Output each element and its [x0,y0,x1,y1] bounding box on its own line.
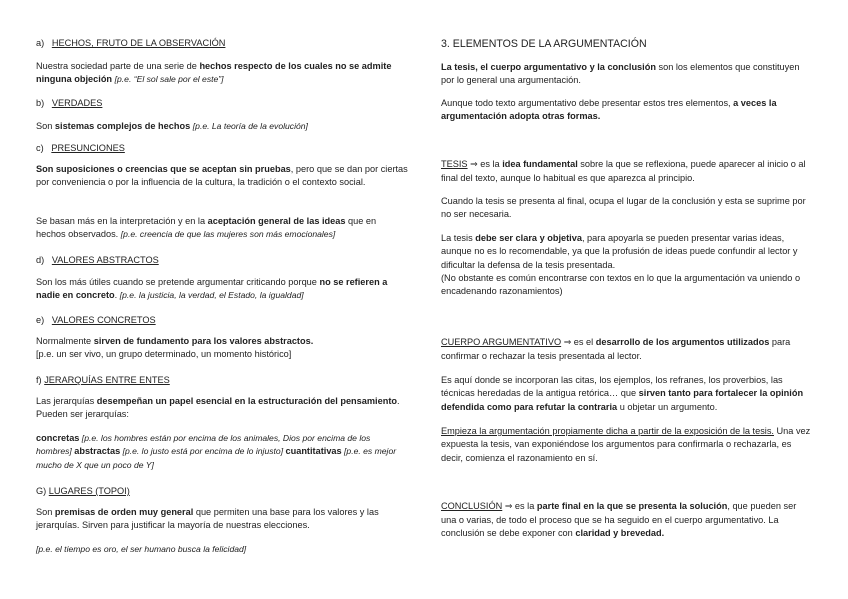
section-title: VALORES CONCRETOS [51,315,156,325]
paragraph-cuerpo-2: Es aquí donde se incorporan las citas, los ejemplos, los refranes, los proverbios, las técnicas heredadas de la antigua retórica… que sirven tanto para fortalecer la opinión defendida como para refutar la contraria u objetar un argumento. [441,375,804,412]
paragraph-verdades: Son sistemas complejos de hechos [p.e. La teoría de la evolución] [36,121,308,131]
section-title: VERDADES [51,98,103,108]
paragraph-intro-1: La tesis, el cuerpo argumentativo y la conclusión son los elementos que constituyen por lo general una argumentación. [441,62,800,86]
paragraph-lugares: Son premisas de orden muy general que permiten una base para los valores y las jerarquías. Sirven para justificar la mayoría de nuestras elecciones. [36,507,379,531]
section-title: HECHOS, FRUTO DE LA OBSERVACIÓN [51,38,226,48]
arrow-icon: ⇒ [563,338,572,348]
heading-verdades: b) VERDADES [36,98,103,108]
heading-valores-abstractos: d) VALORES ABSTRACTOS [36,255,159,265]
paragraph-tesis-2: Cuando la tesis se presenta al final, ocupa el lugar de la conclusión y esta se suprime por no ser necesaria. [441,196,806,220]
tesis-title: TESIS [441,159,468,169]
paragraph-jerarquias-1: Las jerarquías desempeñan un papel esencial en la estructuración del pensamiento. Pueden ser jerarquías: [36,396,400,420]
section-title: VALORES ABSTRACTOS [51,255,159,265]
heading-presunciones: c) PRESUNCIONES [36,143,125,153]
cuerpo-title: CUERPO ARGUMENTATIVO [441,337,562,347]
arrow-icon: ⇒ [470,160,478,170]
paragraph-hechos: Nuestra sociedad parte de una serie de hechos respecto de los cuales no se admite ninguna objeción [p.e. “El sol sale por el este”] [36,61,392,85]
heading-lugares: G) LUGARES (TOPOI) [36,486,130,496]
heading-hechos: a) HECHOS, FRUTO DE LA OBSERVACIÓN [36,38,226,48]
paragraph-conclusion: CONCLUSIÓN ⇒ es la parte final en la que se presenta la solución, que pueden ser una o varias, de todo el proceso que se ha seguido en el cuerpo argumentativo. La conclusión se debe exponer con claridad y brevedad. [441,501,797,539]
paragraph-cuerpo-3: Empieza la argumentación propiamente dicha a partir de la exposición de la tesis. Una vez expuesta la tesis, van exponiéndose los argumentos para confirmarla o rechazarla, es decir, comienza el razonamiento en sí. [441,426,811,463]
heading-valores-concretos: e) VALORES CONCRETOS [36,315,156,325]
paragraph-valores-concretos: Normalmente sirven de fundamento para los valores abstractos. [p.e. un ser vivo, un grupo determinado, un momento histórico] [36,336,314,360]
paragraph-presunciones-1: Son suposiciones o creencias que se aceptan sin pruebas, pero que se dan por ciertas por conveniencia o por la influencia de la cultura, la tradición o el contexto social. [36,164,408,188]
example-lugares: [p.e. el tiempo es oro, el ser humano busca la felicidad] [36,544,247,554]
heading-jerarquias: f) JERARQUÍAS ENTRE ENTES [36,375,170,385]
section-title: LUGARES (TOPOI) [48,486,130,496]
paragraph-cuerpo-1: CUERPO ARGUMENTATIVO ⇒ es el desarrollo de los argumentos utilizados para confirmar o rechazar la tesis presentada al lector. [441,337,791,362]
paragraph-valores-abstractos: Son los más útiles cuando se pretende argumentar criticando porque no se refieren a nadie en concreto. [p.e. la justicia, la verdad, el Estado, la igualdad] [36,277,388,301]
paragraph-jerarquias-2: concretas [p.e. los hombres están por encima de los animales, Dios por encima de los hombres] abstractas [p.e. lo justo está por encima de lo injusto] cuantitativas [p.e. es mejor mucho de X que un poco de Y] [36,433,397,470]
section-title: JERARQUÍAS ENTRE ENTES [44,375,170,385]
paragraph-intro-2: Aunque todo texto argumentativo debe presentar estos tres elementos, a veces la argumentación adopta otras formas. [441,98,777,122]
arrow-icon: ⇒ [504,502,513,512]
paragraph-tesis-1: TESIS ⇒ es la idea fundamental sobre la que se reflexiona, puede aparecer al inicio o al final del texto, aunque lo habitual es que aparezca al principio. [441,159,806,184]
page-heading: 3. ELEMENTOS DE LA ARGUMENTACIÓN [441,38,647,50]
section-title: PRESUNCIONES [51,143,125,153]
paragraph-presunciones-2: Se basan más en la interpretación y en la aceptación general de las ideas que en hechos observados. [p.e. creencia de que las mujeres son más emocionales] [36,216,377,240]
conclusion-title: CONCLUSIÓN [441,501,503,511]
paragraph-tesis-3: La tesis debe ser clara y objetiva, para apoyarla se pueden presentar varias ideas, aunque no es lo recomendable, ya que la profusión de ideas puede confundir al lector y dificultar la defensa de la tesis presentada. (No obstante es común encontrarse con textos en lo que la argumentación va uniendo o encadenando razonamientos) [441,233,801,297]
